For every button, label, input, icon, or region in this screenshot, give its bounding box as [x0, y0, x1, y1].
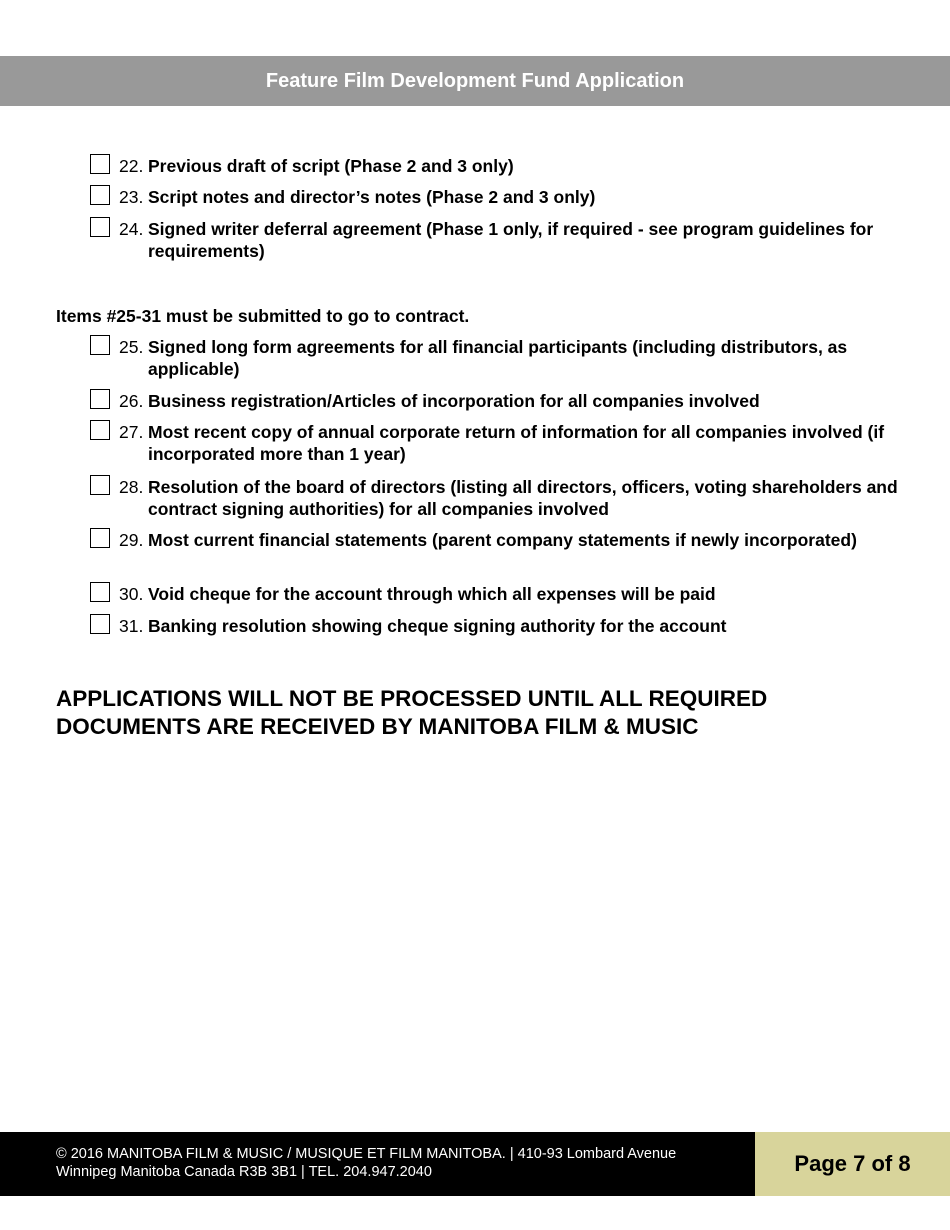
item-label: Business registration/Articles of incorporation for all companies involved	[148, 391, 760, 411]
checklist-item-22	[90, 155, 910, 177]
checkbox-item-27[interactable]	[90, 420, 110, 440]
checkbox-item-23[interactable]	[90, 185, 110, 205]
checklist-item-26	[90, 390, 910, 412]
item-number: 29.	[119, 530, 144, 550]
item-label: Signed writer deferral agreement (Phase 1 only, if required - see program guidelines for requirements)	[148, 219, 874, 261]
item-label: Signed long form agreements for all financial participants (including distributors, as applicable)	[148, 337, 848, 379]
item-label: Most current financial statements (parent company statements if newly incorporated)	[148, 530, 857, 550]
checkbox-item-31[interactable]	[90, 614, 110, 634]
item-number: 31.	[119, 616, 144, 636]
notice-line-1: APPLICATIONS WILL NOT BE PROCESSED UNTIL ALL REQUIRED	[56, 686, 768, 711]
checkbox-item-30[interactable]	[90, 582, 110, 602]
item-number: 28.	[119, 477, 144, 497]
checkbox-item-24[interactable]	[90, 217, 110, 237]
item-label: Previous draft of script (Phase 2 and 3 only)	[148, 156, 514, 176]
checkbox-item-22[interactable]	[90, 154, 110, 174]
checklist-item-28	[90, 476, 910, 520]
checklist-item-25	[90, 336, 910, 380]
notice-line-2: DOCUMENTS ARE RECEIVED BY MANITOBA FILM & MUSIC	[56, 714, 699, 739]
checklist-item-27	[90, 421, 910, 465]
processing-notice	[56, 685, 876, 741]
item-label: Void cheque for the account through which all expenses will be paid	[148, 584, 716, 604]
item-label: Banking resolution showing cheque signing authority for the account	[148, 616, 727, 636]
item-number: 23.	[119, 187, 144, 207]
checkbox-item-29[interactable]	[90, 528, 110, 548]
page-title: Feature Film Development Fund Application	[265, 69, 685, 92]
checkbox-item-28[interactable]	[90, 475, 110, 495]
checklist-item-30	[90, 583, 910, 605]
item-number: 30.	[119, 584, 144, 604]
item-label: Resolution of the board of directors (listing all directors, officers, voting shareholders and contract signing authorities) for all companies involved	[148, 477, 898, 519]
item-label: Script notes and director’s notes (Phase 2 and 3 only)	[148, 187, 596, 207]
item-number: 25.	[119, 337, 144, 357]
header-band	[0, 56, 950, 106]
checkbox-item-26[interactable]	[90, 389, 110, 409]
checklist-item-24	[90, 218, 910, 262]
page-number: Page 7 of 8	[755, 1132, 950, 1196]
item-number: 26.	[119, 391, 144, 411]
contract-section-note: Items #25-31 must be submitted to go to contract.	[56, 306, 470, 326]
checklist-item-31	[90, 615, 910, 637]
footer-copyright: © 2016 MANITOBA FILM & MUSIC / MUSIQUE ET FILM MANITOBA. | 410-93 Lombard Avenue	[56, 1146, 677, 1162]
checklist-item-29	[90, 529, 910, 551]
checklist-item-23	[90, 186, 910, 208]
footer	[0, 1132, 950, 1196]
item-label: Most recent copy of annual corporate return of information for all companies involved (if incorporated more than 1 year)	[148, 422, 885, 464]
footer-contact	[0, 1132, 755, 1196]
item-number: 27.	[119, 422, 144, 442]
footer-address: Winnipeg Manitoba Canada R3B 3B1 | TEL. 204.947.2040	[56, 1164, 432, 1180]
item-number: 24.	[119, 219, 144, 239]
checkbox-item-25[interactable]	[90, 335, 110, 355]
item-number: 22.	[119, 156, 144, 176]
